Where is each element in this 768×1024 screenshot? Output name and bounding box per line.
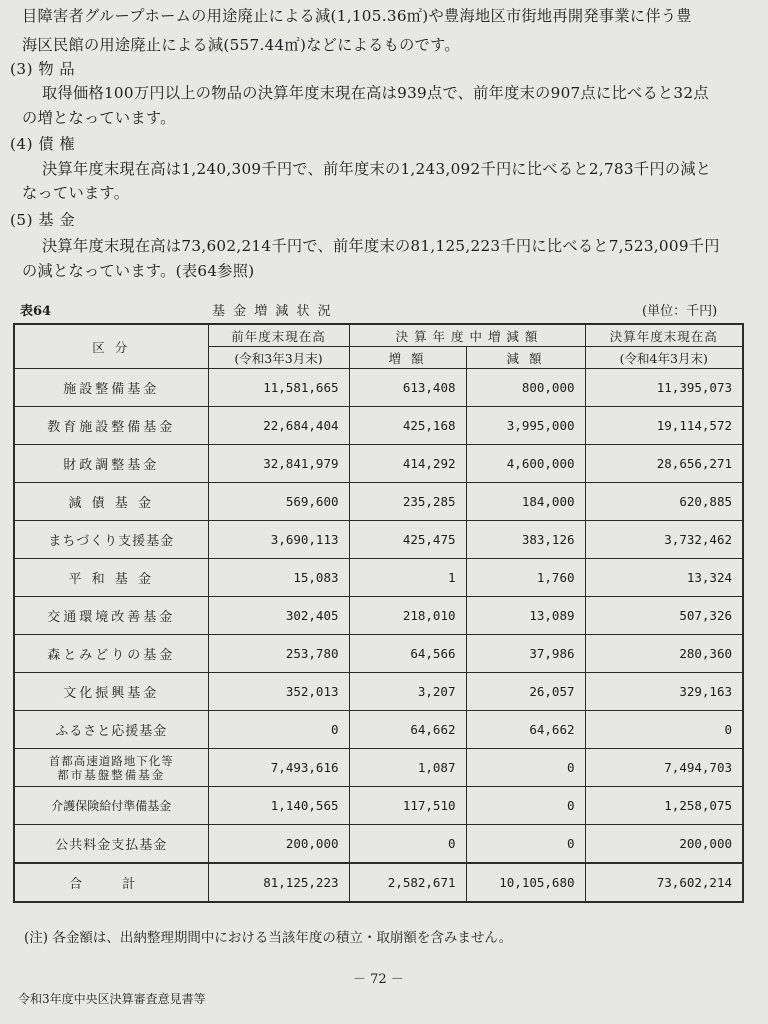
table-row bbox=[14, 787, 743, 825]
fund-name: まちづくり支援基金 bbox=[14, 521, 208, 559]
end-amount: 7,494,703 bbox=[585, 749, 743, 787]
section-heading-goods: (3) 物 品 bbox=[10, 60, 76, 78]
prev-amount: 3,690,113 bbox=[208, 521, 349, 559]
fund-name: 財政調整基金 bbox=[14, 445, 208, 483]
end-amount: 200,000 bbox=[585, 825, 743, 864]
decrease-amount: 3,995,000 bbox=[466, 407, 585, 445]
increase-amount: 235,285 bbox=[349, 483, 466, 521]
fund-name: 平 和 基 金 bbox=[14, 559, 208, 597]
prev-amount: 569,600 bbox=[208, 483, 349, 521]
header-end-sub: (令和4年3月末) bbox=[585, 347, 743, 369]
decrease-amount: 0 bbox=[466, 825, 585, 864]
prev-amount: 11,581,665 bbox=[208, 369, 349, 407]
end-amount: 19,114,572 bbox=[585, 407, 743, 445]
header-prev: 前年度末現在高 bbox=[208, 324, 349, 347]
fund-name: 減 債 基 金 bbox=[14, 483, 208, 521]
end-amount: 13,324 bbox=[585, 559, 743, 597]
table-header-row bbox=[14, 324, 743, 347]
increase-amount: 64,566 bbox=[349, 635, 466, 673]
fund-name: 教育施設整備基金 bbox=[14, 407, 208, 445]
header-change: 決 算 年 度 中 増 減 額 bbox=[349, 324, 585, 347]
decrease-amount: 1,760 bbox=[466, 559, 585, 597]
fund-name-line1: 首都高速道路地下化等 bbox=[48, 753, 174, 768]
increase-amount: 3,207 bbox=[349, 673, 466, 711]
fund-name: 交通環境改善基金 bbox=[14, 597, 208, 635]
increase-amount: 425,475 bbox=[349, 521, 466, 559]
table-row bbox=[14, 749, 743, 787]
paragraph-line: なっています。 bbox=[22, 184, 130, 202]
table-total-row bbox=[14, 863, 743, 902]
total-increase-amount: 2,582,671 bbox=[349, 863, 466, 902]
paragraph-line: 取得価格100万円以上の物品の決算年度末現在高は939点で、前年度末の907点に比べると32点 bbox=[42, 84, 709, 102]
table-note: (注) 各金額は、出納整理期間中における当該年度の積立・取崩額を含みません。 bbox=[24, 930, 513, 946]
table-row bbox=[14, 369, 743, 407]
increase-amount: 1,087 bbox=[349, 749, 466, 787]
decrease-amount: 0 bbox=[466, 787, 585, 825]
decrease-amount: 4,600,000 bbox=[466, 445, 585, 483]
paragraph-line: 海区民館の用途廃止による減(557.44㎡)などによるものです。 bbox=[22, 36, 460, 54]
fund-name: ふるさと応援基金 bbox=[14, 711, 208, 749]
end-amount: 3,732,462 bbox=[585, 521, 743, 559]
header-increase: 増 額 bbox=[349, 347, 466, 369]
table-row bbox=[14, 559, 743, 597]
table-row bbox=[14, 825, 743, 864]
fund-table bbox=[13, 323, 744, 903]
prev-amount: 1,140,565 bbox=[208, 787, 349, 825]
increase-amount: 1 bbox=[349, 559, 466, 597]
prev-amount: 352,013 bbox=[208, 673, 349, 711]
prev-amount: 32,841,979 bbox=[208, 445, 349, 483]
decrease-amount: 800,000 bbox=[466, 369, 585, 407]
decrease-amount: 383,126 bbox=[466, 521, 585, 559]
table-row bbox=[14, 673, 743, 711]
table-row bbox=[14, 711, 743, 749]
fund-name: 森とみどりの基金 bbox=[14, 635, 208, 673]
prev-amount: 7,493,616 bbox=[208, 749, 349, 787]
prev-amount: 302,405 bbox=[208, 597, 349, 635]
fund-name: 公共料金支払基金 bbox=[14, 825, 208, 864]
table-title: 基 金 増 減 状 況 bbox=[212, 304, 333, 319]
end-amount: 329,163 bbox=[585, 673, 743, 711]
increase-amount: 414,292 bbox=[349, 445, 466, 483]
prev-amount: 0 bbox=[208, 711, 349, 749]
table-row bbox=[14, 445, 743, 483]
end-amount: 28,656,271 bbox=[585, 445, 743, 483]
section-heading-funds: (5) 基 金 bbox=[10, 211, 76, 229]
decrease-amount: 13,089 bbox=[466, 597, 585, 635]
paragraph-line: の増となっています。 bbox=[22, 109, 176, 127]
fund-name: 介護保険給付準備基金 bbox=[14, 787, 208, 825]
total-prev-amount: 81,125,223 bbox=[208, 863, 349, 902]
increase-amount: 117,510 bbox=[349, 787, 466, 825]
decrease-amount: 64,662 bbox=[466, 711, 585, 749]
end-amount: 0 bbox=[585, 711, 743, 749]
document-footer: 令和3年度中央区決算審査意見書等 bbox=[18, 992, 206, 1006]
paragraph-line: の減となっています。(表64参照) bbox=[22, 262, 255, 280]
end-amount: 11,395,073 bbox=[585, 369, 743, 407]
fund-name bbox=[14, 749, 208, 787]
end-amount: 507,326 bbox=[585, 597, 743, 635]
fund-name: 施設整備基金 bbox=[14, 369, 208, 407]
table-unit: (単位：千円) bbox=[642, 304, 718, 319]
prev-amount: 22,684,404 bbox=[208, 407, 349, 445]
paragraph-line: 決算年度末現在高は73,602,214千円で、前年度末の81,125,223千円に比べると7,523,009千円 bbox=[42, 237, 720, 255]
increase-amount: 0 bbox=[349, 825, 466, 864]
decrease-amount: 37,986 bbox=[466, 635, 585, 673]
total-decrease-amount: 10,105,680 bbox=[466, 863, 585, 902]
paragraph-line: 目障害者グループホームの用途廃止による減(1,105.36㎡)や豊海地区市街地再開発事業に伴う豊 bbox=[22, 7, 692, 25]
increase-amount: 425,168 bbox=[349, 407, 466, 445]
table-row bbox=[14, 635, 743, 673]
prev-amount: 253,780 bbox=[208, 635, 349, 673]
header-end: 決算年度末現在高 bbox=[585, 324, 743, 347]
section-heading-receivables: (4) 債 権 bbox=[10, 135, 76, 153]
end-amount: 1,258,075 bbox=[585, 787, 743, 825]
decrease-amount: 26,057 bbox=[466, 673, 585, 711]
table-row bbox=[14, 483, 743, 521]
table-label: 表64 bbox=[20, 304, 52, 319]
header-category: 区 分 bbox=[14, 324, 208, 369]
end-amount: 280,360 bbox=[585, 635, 743, 673]
table-row bbox=[14, 597, 743, 635]
header-decrease: 減 額 bbox=[466, 347, 585, 369]
prev-amount: 200,000 bbox=[208, 825, 349, 864]
total-label: 合 計 bbox=[14, 863, 208, 902]
total-end-amount: 73,602,214 bbox=[585, 863, 743, 902]
table-row bbox=[14, 407, 743, 445]
paragraph-line: 決算年度末現在高は1,240,309千円で、前年度末の1,243,092千円に比べると2,783千円の減と bbox=[42, 160, 712, 178]
header-prev-sub: (令和3年3月末) bbox=[208, 347, 349, 369]
increase-amount: 64,662 bbox=[349, 711, 466, 749]
table-row bbox=[14, 521, 743, 559]
fund-name: 文化振興基金 bbox=[14, 673, 208, 711]
increase-amount: 218,010 bbox=[349, 597, 466, 635]
end-amount: 620,885 bbox=[585, 483, 743, 521]
decrease-amount: 184,000 bbox=[466, 483, 585, 521]
prev-amount: 15,083 bbox=[208, 559, 349, 597]
decrease-amount: 0 bbox=[466, 749, 585, 787]
page-number: － 72 － bbox=[353, 972, 404, 987]
fund-name-line2: 都市基盤整備基金 bbox=[57, 767, 166, 782]
increase-amount: 613,408 bbox=[349, 369, 466, 407]
